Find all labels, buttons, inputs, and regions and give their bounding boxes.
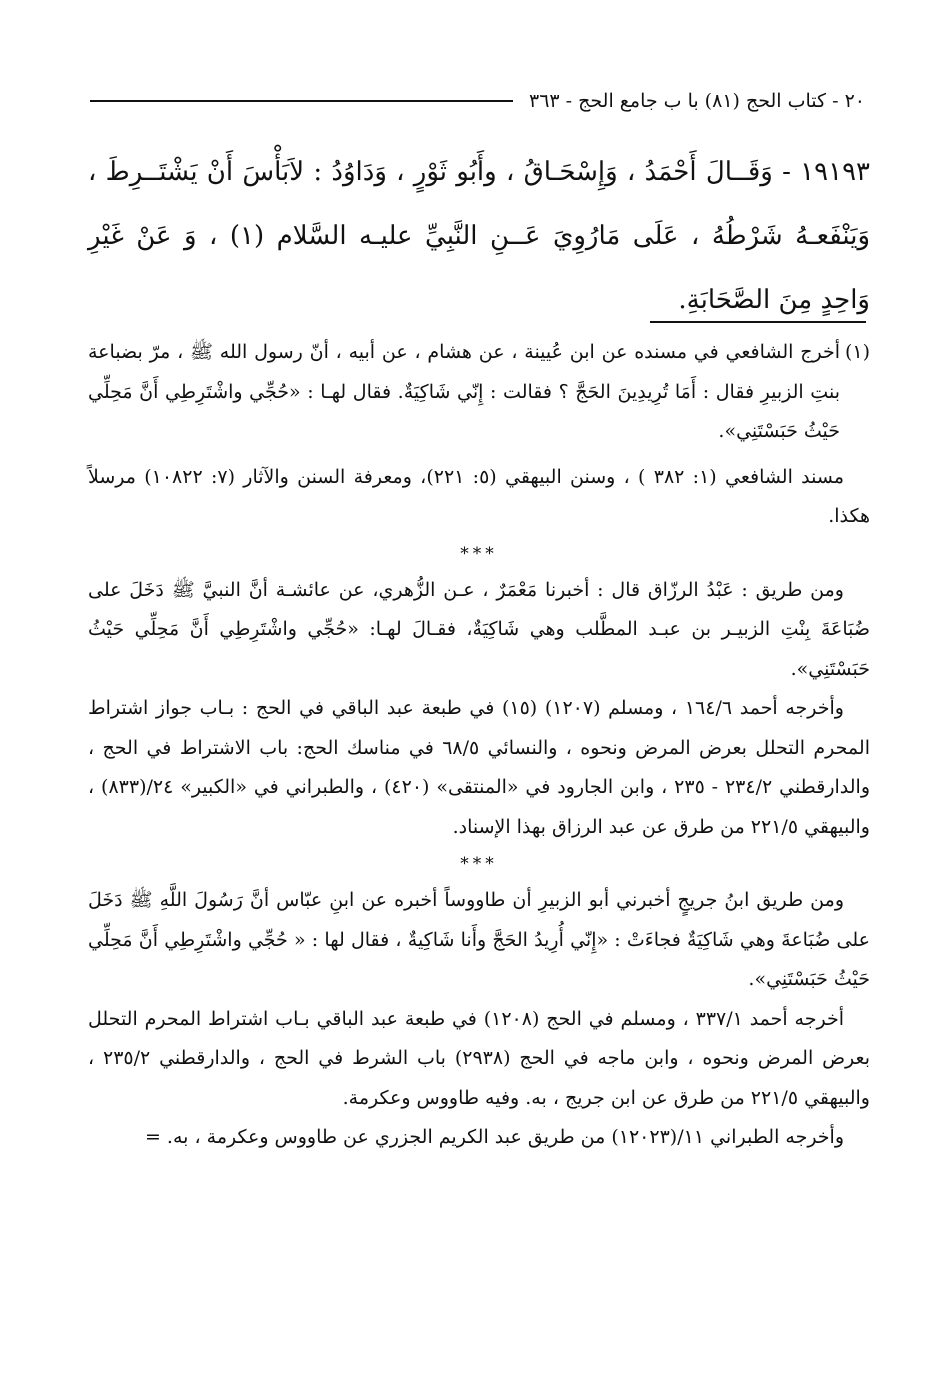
main-text <box>88 140 870 332</box>
footnote-1 <box>88 333 870 452</box>
footnotes <box>88 333 870 1158</box>
main-paragraph: ١٩١٩٣ - وَقَــالَ أَحْمَدُ ، وَإِسْحَـاقُ ، وأَبُو ثَوْرٍ ، وَدَاوُدُ : لاَبَأْسَ أَنْ يَشْتَــرِطَ ، وَيَنْفَعـهُ شَرْطُهُ ، عَلَى مَارُوِيَ عَــنِ النَّبِيِّ عليـه السَّلام (١) ، وَ عَنْ غَيْرِ وَاحِدٍ مِنَ الصَّحَابَةِ. <box>88 157 870 315</box>
footnote-narration-3: ومن طريق ابنُ جريجٍ أخبرني أبو الزبيرِ أن طاووساً أخبره عن ابنِ عبّاس أنَّ رَسُولَ اللَّهِ ﷺ دَخَلَ على ضُبَاعةَ وهي شَاكِيَةٌ فجاءَتْ : «إِنّي أُرِيدُ الحَجَّ وأَنا شَاكِيةٌ ، فقال لها : « حُجِّي واشْتَرِطِي أَنَّ مَحِلِّي حَيْثُ حَبَسْتَنِي». <box>88 889 870 990</box>
footnote-takhrij-3: أخرجه أحمد ٣٣٧/١ ، ومسلم في الحج (١٢٠٨) في طبعة عبد الباقي بـاب اشتراط المحرم التحلل بعرض المرض ونحوه ، وابن ماجه في الحج (٢٩٣٨) باب الشرط في الحج ، والدارقطني ٢٣٥/٢ ، والبيهقي ٢٢١/٥ من طرق عن ابن جريج ، به. وفيه طاووس وعكرمة. <box>88 1007 870 1109</box>
footnote-marker: (١) <box>844 341 870 363</box>
running-header <box>90 86 865 116</box>
footnote-1-text: أخرج الشافعي في مسنده عن ابن عُيينة ، عن هشام ، عن أبيه ، أنّ رسول الله ﷺ ، مرّ بضباعة بنتِ الزبيرِ فقال : أَمَا تُرِيدِينَ الحَجَّ ؟ فقالت : إِنّي شَاكِيَةٌ. فقال لهـا : «حُجِّي واشْتَرِطِي أَنَّ مَحِلِّي حَيْثُ حَبَسْتَنِي». <box>88 341 840 442</box>
footnote-takhrij-2: وأخرجه أحمد ١٦٤/٦ ، ومسلم (١٢٠٧) (١٥) في طبعة عبد الباقي في الحج : بـاب جواز اشتراط المحرم التحلل بعرض المرض ونحوه ، والنسائي ٦٨/٥ في مناسك الحج: باب الاشتراط في الحج ، والدارقطني ٢٣٤/٢ - ٢٣٥ ، وابن الجارود في «المنتقى» (٤٢٠) ، والطبراني في «الكبير» ٢٤/(٨٣٣) ، والبيهقي ٢٢١/٥ من طرق عن عبد الرزاق بهذا الإسناد. <box>88 697 870 838</box>
separator-stars: *** <box>460 543 498 564</box>
footnote-source: مسند الشافعي (١: ٣٨٢ ) ، وسنن البيهقي (٥: ٢٢١)، ومعرفة السنن والآثار (٧: ١٠٨٢٢) مرسلاً هكذا. <box>88 465 870 527</box>
separator-stars: *** <box>460 854 498 874</box>
header-rule <box>90 100 513 102</box>
footnote-separator <box>650 321 866 323</box>
running-title: ٢٠ - كتاب الحج (٨١) با ب جامع الحج - ٣٦٣ <box>529 90 865 112</box>
footnote-narration-2: ومن طريق : عَبْدُ الرزّاق قال : أخبرنا مَعْمَرٌ ، عـن الزُّهري، عن عائشـة أنَّ النبيَّ ﷺ دَخَلَ على ضُبَاعَةَ بِنْتِ الزبيـر بن عبـد المطَّلب وهي شَاكِيَةٌ، فقـالَ لهـا: «حُجِّي واشْتَرِطِي أَنَّ مَحِلِّي حَيْثُ حَبَسْتَنِي». <box>88 578 870 680</box>
footnote-takhrij-4: وأخرجه الطبراني ١١/(١٢٠٢٣) من طريق عبد الكريم الجزري عن طاووس وعكرمة ، به. = <box>144 1126 844 1148</box>
